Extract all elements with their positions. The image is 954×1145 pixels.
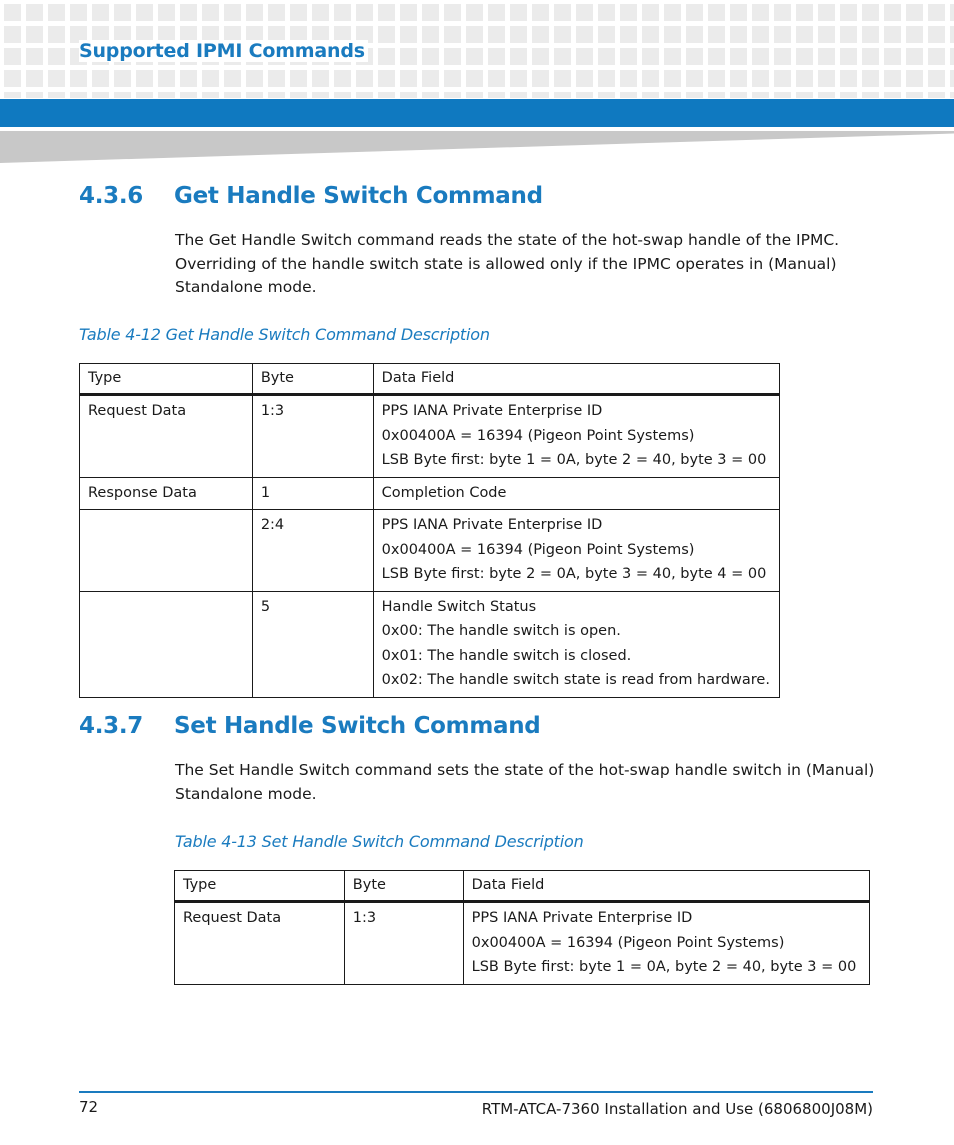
table-row [80, 395, 780, 478]
cell-type: Request Data [175, 902, 345, 985]
cell-data-field [373, 591, 779, 697]
cell-line: Completion Code [381, 484, 507, 501]
cell-type: Request Data [80, 395, 253, 478]
cell-line: 0x01: The handle switch is closed. [381, 647, 632, 664]
paragraph-line: Overriding of the handle switch state is allowed only if the IPMC operates in (Manual) [175, 254, 837, 273]
section-title: Set Handle Switch Command [174, 713, 541, 739]
cell-byte: 5 [252, 591, 373, 697]
table-4-13 [174, 870, 870, 985]
cell-byte: 1:3 [252, 395, 373, 478]
header-blue-band [0, 99, 954, 127]
table-header-row [175, 871, 870, 902]
cell-line: 0x00400A = 16394 (Pigeon Point Systems) [381, 541, 695, 558]
cell-data-field [373, 395, 779, 478]
section-number: 4.3.7 [79, 713, 143, 739]
cell-byte: 1:3 [344, 902, 463, 985]
section-paragraph-437 [175, 759, 874, 806]
cell-line: PPS IANA Private Enterprise ID [471, 910, 693, 926]
footer-document-title: RTM-ATCA-7360 Installation and Use (6806800J08M) [481, 1100, 873, 1118]
cell-data-field [373, 510, 779, 592]
table-caption-4-12: Table 4-12 Get Handle Switch Command Description [79, 325, 490, 344]
table-row [175, 902, 870, 985]
page-number: 72 [79, 1098, 99, 1116]
section-heading-436 [79, 183, 543, 209]
cell-data-field [373, 477, 779, 510]
cell-line: 0x00: The handle switch is open. [381, 623, 621, 639]
table-header-row [80, 364, 780, 395]
header-cell-byte: Byte [252, 364, 373, 395]
table-4-12 [79, 363, 780, 698]
cell-line: LSB Byte first: byte 1 = 0A, byte 2 = 40, byte 3 = 00 [471, 959, 857, 975]
cell-byte: 1 [252, 477, 373, 510]
cell-line: Handle Switch Status [381, 598, 537, 615]
cell-line: LSB Byte first: byte 1 = 0A, byte 2 = 40, byte 3 = 00 [381, 452, 767, 468]
cell-line: 0x02: The handle switch state is read from hardware. [381, 672, 770, 688]
cell-byte: 2:4 [252, 510, 373, 592]
cell-type: Response Data [80, 477, 253, 510]
cell-line: 0x00400A = 16394 (Pigeon Point Systems) [381, 427, 695, 444]
cell-line: PPS IANA Private Enterprise ID [381, 517, 603, 533]
table-row [80, 591, 780, 697]
header-cell-type: Type [175, 871, 345, 902]
header-cell-type: Type [80, 364, 253, 395]
section-title: Get Handle Switch Command [174, 183, 543, 209]
header-cell-data-field: Data Field [463, 871, 869, 902]
table-row [80, 510, 780, 592]
cell-type [80, 591, 253, 697]
section-number: 4.3.6 [79, 183, 143, 209]
running-header-title: Supported IPMI Commands [79, 40, 368, 62]
section-paragraph-436 [175, 229, 839, 300]
cell-type [80, 510, 253, 592]
section-heading-437 [79, 713, 540, 739]
paragraph-line: Standalone mode. [175, 784, 317, 803]
cell-data-field [463, 902, 869, 985]
footer-rule [79, 1091, 873, 1093]
cell-line: LSB Byte first: byte 2 = 0A, byte 3 = 40, byte 4 = 00 [381, 566, 767, 582]
table-row [80, 477, 780, 510]
table-caption-4-13: Table 4-13 Set Handle Switch Command Description [175, 832, 584, 851]
paragraph-line: Standalone mode. [175, 278, 317, 296]
header-cell-byte: Byte [344, 871, 463, 902]
header-cell-data-field: Data Field [373, 364, 779, 395]
paragraph-line: The Set Handle Switch command sets the state of the hot-swap handle switch in (Manual) [175, 761, 875, 779]
cell-line: 0x00400A = 16394 (Pigeon Point Systems) [471, 934, 785, 951]
cell-line: PPS IANA Private Enterprise ID [381, 403, 603, 419]
header-grey-wedge [0, 131, 954, 163]
paragraph-line: The Get Handle Switch command reads the state of the hot-swap handle of the IPMC. [175, 231, 840, 249]
